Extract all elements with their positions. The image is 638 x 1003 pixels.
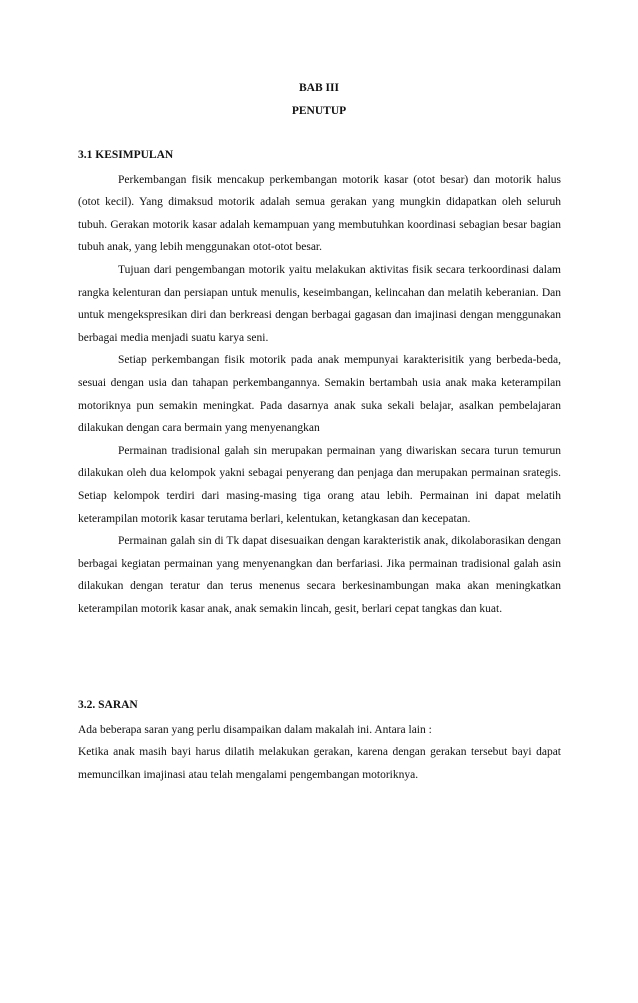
paragraph-2: Tujuan dari pengembangan motorik yaitu melakukan aktivitas fisik secara terkoordinasi dalam rangka kelenturan dan persiapan untuk menulis, keseimbangan, kelincahan dan melatih keberanian. Dan untuk mengekspresikan diri dan berkreasi dengan berbagai gagasan dan imajinasi dengan menggunakan berbagai media menjadi suatu karya seni.	[78, 263, 561, 344]
section-heading-saran: 3.2. SARAN	[78, 699, 138, 711]
section-heading-kesimpulan: 3.1 KESIMPULAN	[78, 149, 174, 161]
chapter-label: BAB III	[299, 82, 339, 94]
section-kesimpulan	[78, 144, 561, 620]
chapter-header	[238, 77, 400, 123]
section-saran	[78, 694, 561, 786]
chapter-title: PENUTUP	[291, 105, 347, 117]
paragraph-3: Setiap perkembangan fisik motorik pada anak mempunyai karakterisitik yang berbeda-beda, sesuai dengan usia dan tahapan perkembangannya. Semakin bertambah usia anak maka keterampilan motoriknya pun semakin meningkat. Pada dasarnya anak suka sekali belajar, asalkan pembelajaran dilakukan dengan cara bermain yang menyenangkan	[78, 354, 561, 435]
paragraph-5: Permainan galah sin di Tk dapat disesuaikan dengan karakteristik anak, dikolaborasikan dengan berbagai kegiatan permainan yang menyenangkan dan berfariasi. Jika permainan tradisional galah asin dilakukan dengan teratur dan terus menenus secara berkesinambungan maka akan meningkatkan keterampilan motorik kasar anak, anak semakin lincah, gesit, berlari cepat tangkas dan kuat.	[78, 535, 561, 615]
saran-paragraph: Ketika anak masih bayi harus dilatih melakukan gerakan, karena dengan gerakan tersebut bayi dapat memuncilkan imajinasi atau telah mengalami pengembangan motoriknya.	[78, 746, 561, 781]
paragraph-1: Perkembangan fisik mencakup perkembangan motorik kasar (otot besar) dan motorik halus (otot kecil). Yang dimaksud motorik adalah semua gerakan yang mungkin didapatkan oleh seluruh tubuh. Gerakan motorik kasar adalah kemampuan yang membutuhkan koordinasi sebagian besar bagian tubuh anak, yang lebih menggunakan otot-otot besar.	[78, 173, 561, 254]
saran-intro: Ada beberapa saran yang perlu disampaikan dalam makalah ini. Antara lain :	[78, 723, 432, 736]
paragraph-4: Permainan tradisional galah sin merupakan permainan yang diwariskan secara turun temurun dilakukan oleh dua kelompok yakni sebagai penyerang dan penjaga dan merupakan permainan srategis. Setiap kelompok terdiri dari masing-masing tiga orang atau lebih. Permainan ini dapat melatih keterampilan motorik kasar terutama berlari, kelentukan, ketangkasan dan kecepatan.	[78, 444, 561, 525]
